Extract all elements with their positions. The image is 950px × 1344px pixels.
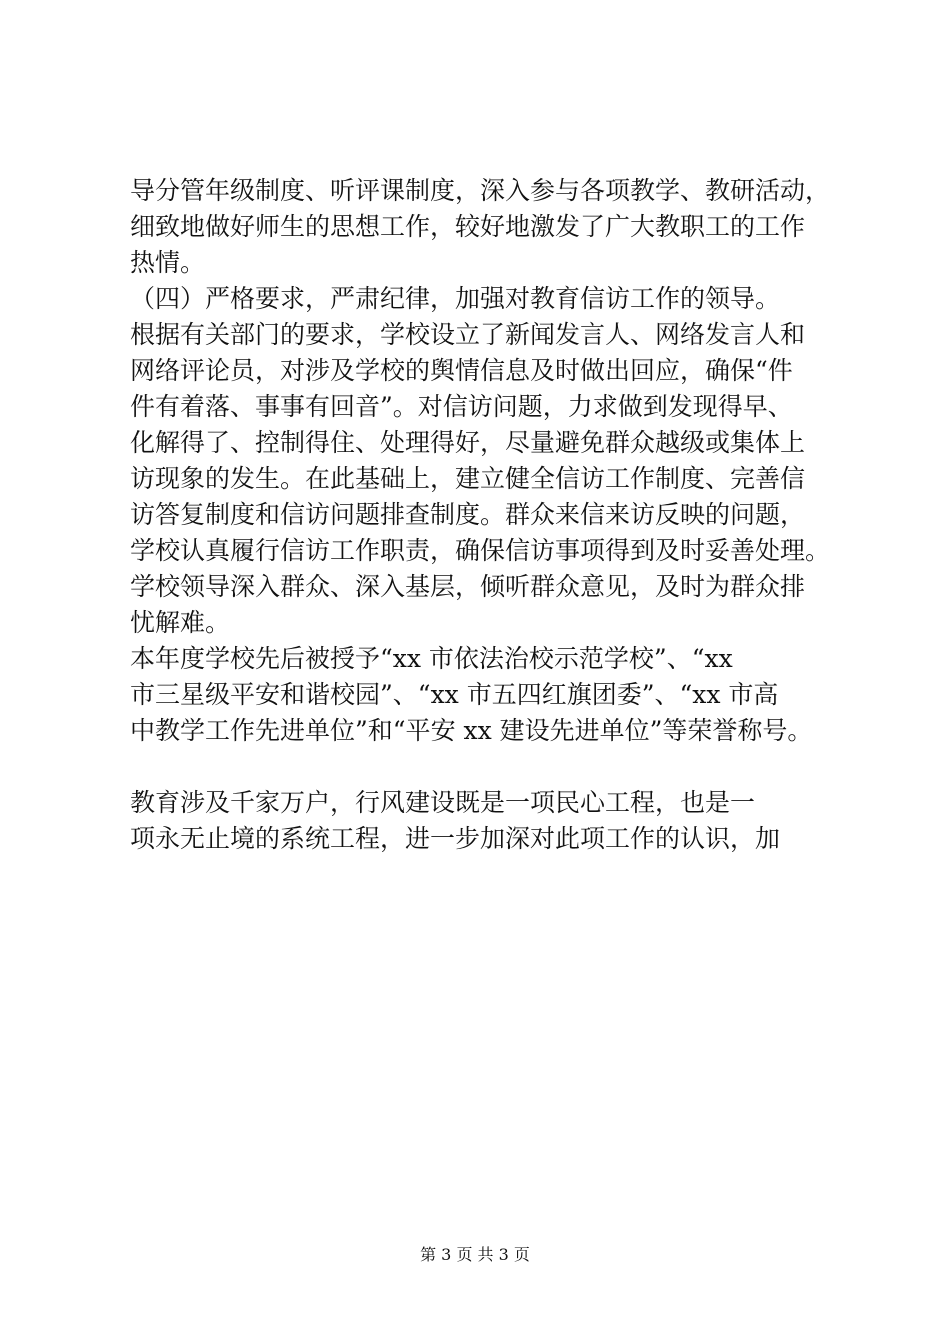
body-text-line: 根据有关部门的要求，学校设立了新闻发言人、网络发言人和: [130, 320, 806, 349]
page-footer: 第 3 页 共 3 页: [420, 1245, 530, 1264]
body-text-line: 学校认真履行信访工作职责，确保信访事项得到及时妥善处理。: [130, 536, 830, 565]
body-text-line: 忧解难。: [130, 608, 231, 637]
body-text-line: 访现象的发生。在此基础上，建立健全信访工作制度、完善信: [130, 464, 806, 493]
body-text-line: 学校领导深入群众、深入基层，倾听群众意见，及时为群众排: [130, 572, 806, 601]
body-text-line: 市三星级平安和谐校园”、“xx 市五四红旗团委”、“xx 市高: [130, 680, 779, 709]
body-text-line: 化解得了、控制得住、处理得好，尽量避免群众越级或集体上: [130, 428, 806, 457]
body-text-line: （四）严格要求，严肃纪律，加强对教育信访工作的领导。: [130, 284, 781, 313]
body-text-line: 本年度学校先后被授予“xx 市依法治校示范学校”、“xx: [130, 644, 733, 673]
body-text-line: 中教学工作先进单位”和“平安 xx 建设先进单位”等荣誉称号。: [130, 716, 813, 745]
body-text-line: 热情。: [130, 248, 206, 277]
body-text-line: 细致地做好师生的思想工作，较好地激发了广大教职工的工作: [130, 212, 806, 241]
body-text-line: 导分管年级制度、听评课制度，深入参与各项教学、教研活动，: [130, 176, 830, 205]
body-text-line: 件有着落、事事有回音”。对信访问题，力求做到发现得早、: [130, 392, 793, 421]
body-text-line: 网络评论员，对涉及学校的舆情信息及时做出回应，确保“件: [130, 356, 793, 385]
body-text-line: 教育涉及千家万户，行风建设既是一项民心工程，也是一: [130, 788, 756, 817]
body-text-line: 项永无止境的系统工程，进一步加深对此项工作的认识，加: [130, 824, 781, 853]
body-text-line: 访答复制度和信访问题排查制度。群众来信来访反映的问题，: [130, 500, 806, 529]
